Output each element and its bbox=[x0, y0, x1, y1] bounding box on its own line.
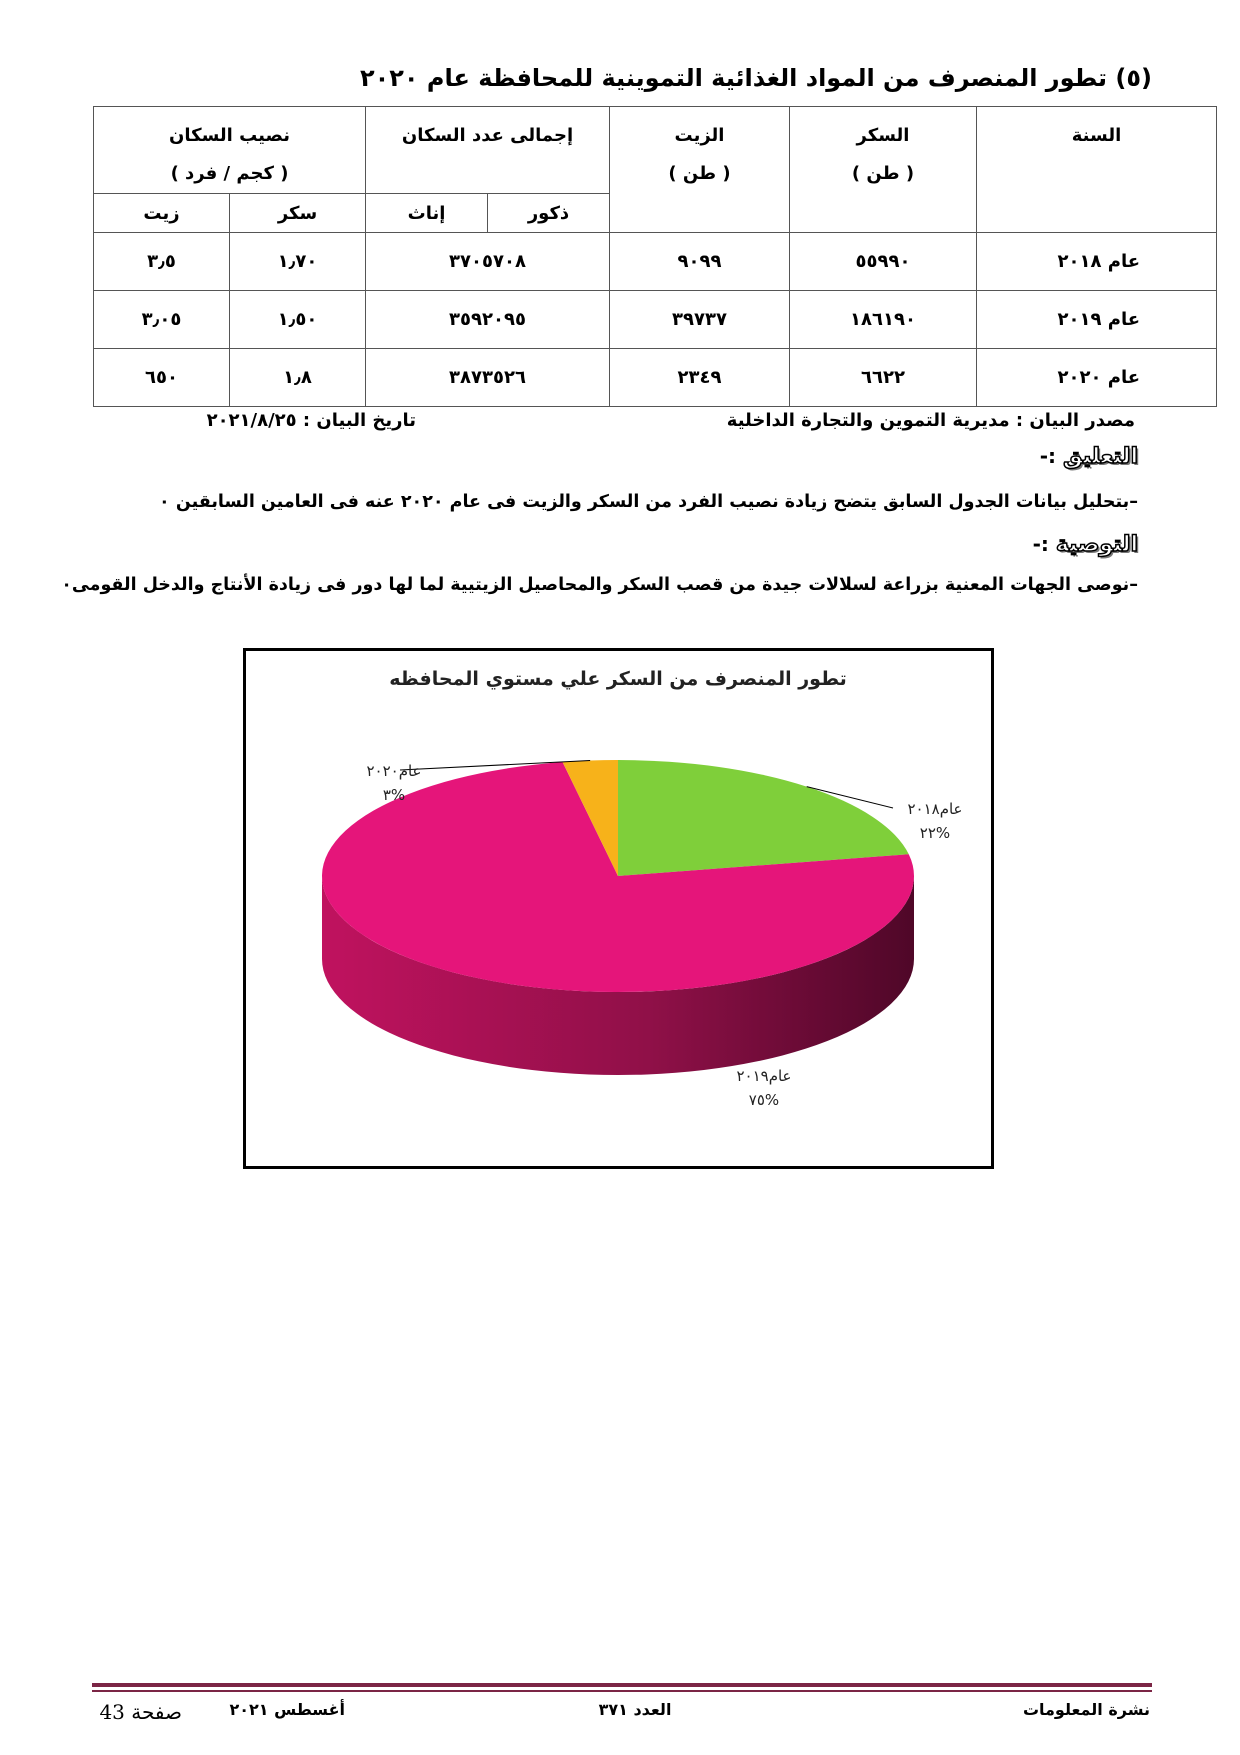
cell-year: عام ٢٠٢٠ bbox=[977, 349, 1217, 407]
cell-population: ٣٧٠٥٧٠٨ bbox=[366, 233, 610, 291]
pie-chart bbox=[246, 651, 991, 1166]
table-row bbox=[94, 233, 1217, 291]
cell-sugar: ٦٦٢٢ bbox=[790, 349, 977, 407]
header-population: إجمالى عدد السكان bbox=[366, 107, 610, 194]
data-date: تاريخ البيان : ٢٠٢١/٨/٢٥ bbox=[206, 410, 416, 431]
footer-issue: العدد ٣٧١ bbox=[598, 1700, 672, 1719]
header-oil bbox=[610, 107, 790, 233]
recommendation-heading bbox=[900, 532, 1138, 557]
pie-slice-value: %٢٢ bbox=[919, 824, 951, 842]
footer-page bbox=[92, 1700, 182, 1724]
comment-heading bbox=[900, 444, 1138, 469]
cell-sugar: ٥٥٩٩٠ bbox=[790, 233, 977, 291]
header-share-label: نصيب السكان bbox=[169, 125, 290, 146]
cell-oil: ٢٣٤٩ bbox=[610, 349, 790, 407]
header-sugar bbox=[790, 107, 977, 233]
footer-page-label: صفحة bbox=[131, 1700, 182, 1724]
pie-slice-label: عام٢٠١٩ bbox=[736, 1067, 792, 1085]
page-title: (٥) تطور المنصرف من المواد الغذائية التموينية للمحافظة عام ٢٠٢٠ bbox=[359, 64, 1152, 92]
recommendation-heading-suffix: :- bbox=[1032, 532, 1049, 556]
cell-share-sugar: ١٫٧٠ bbox=[230, 233, 366, 291]
header-share-oil: زيت bbox=[94, 194, 230, 233]
header-males: ذكور bbox=[488, 194, 610, 233]
footer-month: أغسطس ٢٠٢١ bbox=[229, 1700, 345, 1719]
pie-slice-value: %٧٥ bbox=[748, 1091, 780, 1109]
comment-text: –بتحليل بيانات الجدول السابق يتضح زيادة نصيب الفرد من السكر والزيت فى عام ٢٠٢٠ عنه فى العامين السابقين ٠ bbox=[159, 492, 1138, 512]
cell-year: عام ٢٠١٩ bbox=[977, 291, 1217, 349]
cell-year: عام ٢٠١٨ bbox=[977, 233, 1217, 291]
pie-slice-value: %٣ bbox=[382, 786, 406, 804]
header-year: السنة bbox=[977, 107, 1217, 233]
header-oil-label: الزيت bbox=[674, 125, 725, 146]
footer-page-number: 43 bbox=[99, 1700, 125, 1724]
pie-slice-label: عام٢٠١٨ bbox=[907, 800, 963, 818]
cell-share-oil: ٣٫٥ bbox=[94, 233, 230, 291]
cell-oil: ٣٩٧٣٧ bbox=[610, 291, 790, 349]
cell-share-oil: ٦٥٠ bbox=[94, 349, 230, 407]
table-row bbox=[94, 349, 1217, 407]
comment-heading-suffix: :- bbox=[1039, 444, 1057, 468]
comment-heading-label: التعليق bbox=[1063, 444, 1138, 469]
footer-divider-thin bbox=[92, 1690, 1152, 1692]
footer-bulletin: نشرة المعلومات bbox=[1022, 1700, 1150, 1719]
header-share-sugar: سكر bbox=[230, 194, 366, 233]
cell-sugar: ١٨٦١٩٠ bbox=[790, 291, 977, 349]
recommendation-heading-label: التوصية bbox=[1055, 532, 1138, 557]
pie-slice-label: عام٢٠٢٠ bbox=[366, 762, 422, 780]
cell-population: ٣٨٧٣٥٢٦ bbox=[366, 349, 610, 407]
pie-chart-frame bbox=[243, 648, 994, 1169]
footer-divider bbox=[92, 1683, 1152, 1687]
source-note: مصدر البيان : مديرية التموين والتجارة الداخلية bbox=[726, 410, 1135, 431]
header-sugar-label: السكر bbox=[856, 125, 910, 146]
supply-table bbox=[93, 106, 1217, 407]
cell-share-sugar: ١٫٨ bbox=[230, 349, 366, 407]
recommendation-text: –نوصى الجهات المعنية بزراعة لسلالات جيدة من قصب السكر والمحاصيل الزيتيية لما لها دور فى زيادة الأنتاج والدخل القومى٠ bbox=[61, 575, 1138, 595]
table-row bbox=[94, 291, 1217, 349]
chart-title: تطور المنصرف من السكر علي مستوي المحافظه bbox=[389, 668, 847, 690]
cell-oil: ٩٠٩٩ bbox=[610, 233, 790, 291]
header-sugar-unit: ( طن ) bbox=[851, 163, 915, 184]
cell-population: ٣٥٩٢٠٩٥ bbox=[366, 291, 610, 349]
header-oil-unit: ( طن ) bbox=[668, 163, 731, 184]
cell-share-sugar: ١٫٥٠ bbox=[230, 291, 366, 349]
cell-share-oil: ٣٫٠٥ bbox=[94, 291, 230, 349]
header-share-unit: ( كجم / فرد ) bbox=[170, 163, 289, 184]
header-share bbox=[94, 107, 366, 194]
header-females: إناث bbox=[366, 194, 488, 233]
